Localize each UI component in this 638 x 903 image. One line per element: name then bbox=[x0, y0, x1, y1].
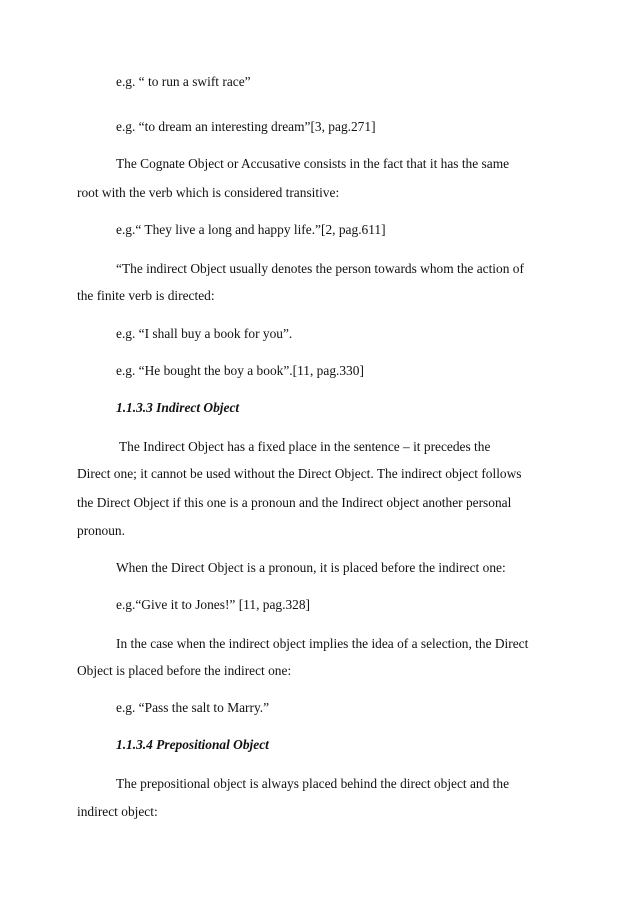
paragraph-cognate-object-line-1: The Cognate Object or Accusative consists in the fact that it has the same bbox=[116, 156, 510, 171]
paragraph-fixed-place-line-3: the Direct Object if this one is a pronoun and the Indirect object another personal bbox=[77, 495, 512, 510]
paragraph-fixed-place-line-1: The Indirect Object has a fixed place in the sentence – it precedes the bbox=[119, 439, 491, 454]
paragraph-selection-line-1: In the case when the indirect object implies the idea of a selection, the Direct bbox=[116, 636, 529, 651]
paragraph-fixed-place-line-4: pronoun. bbox=[77, 523, 125, 538]
paragraph-prepositional-line-2: indirect object: bbox=[77, 804, 158, 819]
example-bought-boy-book: e.g. “He bought the boy a book”.[11, pag.330] bbox=[116, 363, 364, 378]
example-pass-the-salt: e.g. “Pass the salt to Marry.” bbox=[116, 700, 270, 715]
paragraph-direct-object-pronoun: When the Direct Object is a pronoun, it is placed before the indirect one: bbox=[116, 560, 506, 575]
section-heading-indirect-object: 1.1.3.3 Indirect Object bbox=[116, 400, 240, 415]
example-dream: e.g. “to dream an interesting dream”[3, pag.271] bbox=[116, 119, 376, 134]
paragraph-prepositional-line-1: The prepositional object is always placed behind the direct object and the bbox=[116, 776, 510, 791]
example-buy-book: e.g. “I shall buy a book for you”. bbox=[116, 326, 293, 341]
example-give-it-to-jones: e.g.“Give it to Jones!” [11, pag.328] bbox=[116, 597, 310, 612]
paragraph-indirect-object-line-1: “The indirect Object usually denotes the person towards whom the action of bbox=[116, 261, 524, 276]
example-long-happy-life: e.g.“ They live a long and happy life.”[2, pag.611] bbox=[116, 222, 386, 237]
paragraph-fixed-place-line-2: Direct one; it cannot be used without the Direct Object. The indirect object follows bbox=[77, 466, 522, 481]
example-swift-race: e.g. “ to run a swift race” bbox=[116, 74, 251, 89]
section-heading-prepositional-object: 1.1.3.4 Prepositional Object bbox=[116, 737, 269, 752]
paragraph-indirect-object-line-2: the finite verb is directed: bbox=[77, 288, 215, 303]
paragraph-selection-line-2: Object is placed before the indirect one: bbox=[77, 663, 292, 678]
paragraph-cognate-object-line-2: root with the verb which is considered transitive: bbox=[77, 185, 340, 200]
